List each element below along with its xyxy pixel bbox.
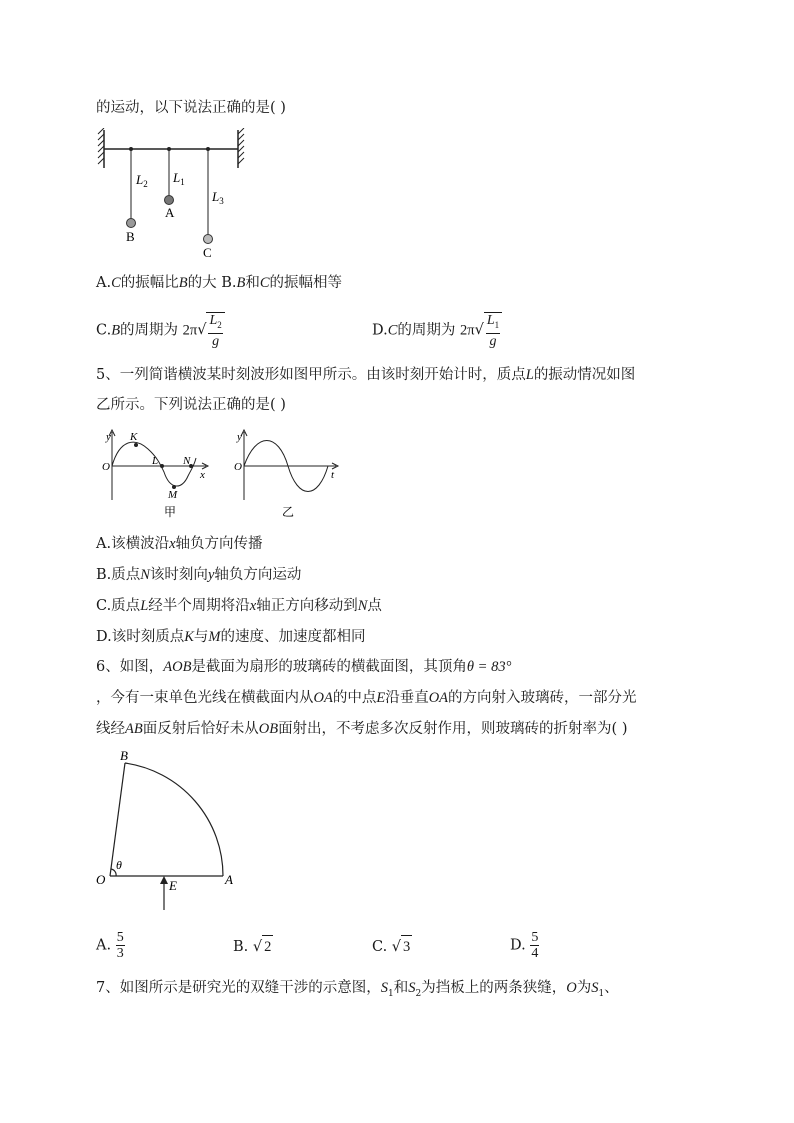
- svg-text:B: B: [126, 229, 135, 244]
- svg-text:L: L: [152, 455, 159, 467]
- svg-text:甲: 甲: [164, 505, 177, 519]
- svg-text:y: y: [237, 431, 242, 443]
- svg-text:θ: θ: [116, 858, 122, 872]
- q5-stem-line2: 乙所示。下列说法正确的是( ): [96, 397, 286, 413]
- q6-option-c: C. √ 3: [372, 935, 412, 958]
- pendulum-figure: [96, 128, 256, 260]
- svg-text:乙: 乙: [282, 505, 295, 519]
- q6-option-b: B. √ 2: [233, 935, 273, 958]
- svg-text:N: N: [183, 455, 191, 467]
- svg-text:C: C: [203, 245, 212, 260]
- svg-text:t: t: [331, 469, 335, 481]
- q5-option-a: A.该横波沿x轴负方向传播: [96, 536, 263, 552]
- svg-text:A: A: [225, 872, 233, 887]
- svg-text:L2: $L_2$: [136, 172, 148, 189]
- q6-option-d: D. $\frac{5}{4}$: [510, 930, 539, 961]
- q6-stem-line1: 6、如图，AOB是截面为扇形的玻璃砖的横截面图，其顶角θ = 83°: [96, 659, 512, 675]
- q4-option-c: C.B的周期为 2π√ $\frac{L_2}{g}$: [96, 312, 225, 349]
- sector-figure: [90, 748, 250, 916]
- svg-text:O: O: [96, 872, 106, 887]
- q7-stem: 7、如图所示是研究光的双缝干涉的示意图，$S_1$和$S_2$为挡板上的两条狭缝，O为$S_1$、: [96, 980, 619, 999]
- svg-text:E: E: [169, 878, 177, 893]
- q5-stem-line1: 5、一列简谐横波某时刻波形如图甲所示。由该时刻开始计时，质点L的振动情况如图: [96, 367, 636, 383]
- q4-options-ab: A.C的振幅比B的大 B.B和C的振幅相等: [96, 275, 343, 291]
- svg-text:O: O: [102, 461, 110, 473]
- q5-option-c: C.质点L经半个周期将沿x轴正方向移动到N点: [96, 598, 382, 614]
- sqrt-symbol: √: [197, 322, 207, 339]
- q4-option-d: D.C的周期为 2π√ $\frac{L_1}{g}$: [372, 312, 502, 349]
- bob-a: [165, 196, 174, 205]
- svg-text:B: B: [120, 748, 128, 763]
- svg-text:O: O: [234, 461, 242, 473]
- bob-c: [204, 235, 213, 244]
- svg-text:A: A: [165, 205, 175, 220]
- q5-option-d: D.该时刻质点K与M的速度、加速度都相同: [96, 629, 366, 645]
- q6-option-a: A. $\frac{5}{3}$: [96, 930, 124, 961]
- bob-b: [127, 219, 136, 228]
- svg-text:L1: $L_1$: [173, 170, 185, 187]
- wave-figures: [96, 424, 346, 520]
- sqrt-symbol: √: [474, 322, 484, 339]
- svg-text:x: x: [200, 469, 205, 481]
- svg-text:K: K: [130, 431, 138, 443]
- q6-stem-line2: ，今有一束单色光线在横截面内从OA的中点E沿垂直OA的方向射入玻璃砖，一部分光: [96, 690, 637, 706]
- svg-text:L3: $L_3$: [212, 189, 224, 206]
- svg-text:M: M: [168, 489, 178, 501]
- q4-stem-tail: 的运动，以下说法正确的是( ): [96, 100, 286, 116]
- svg-text:y: y: [106, 431, 111, 443]
- q6-stem-line3: 线经AB面反射后恰好未从OB面射出，不考虑多次反射作用，则玻璃砖的折射率为( ): [96, 721, 628, 737]
- q5-option-b: B.质点N该时刻向y轴负方向运动: [96, 567, 302, 583]
